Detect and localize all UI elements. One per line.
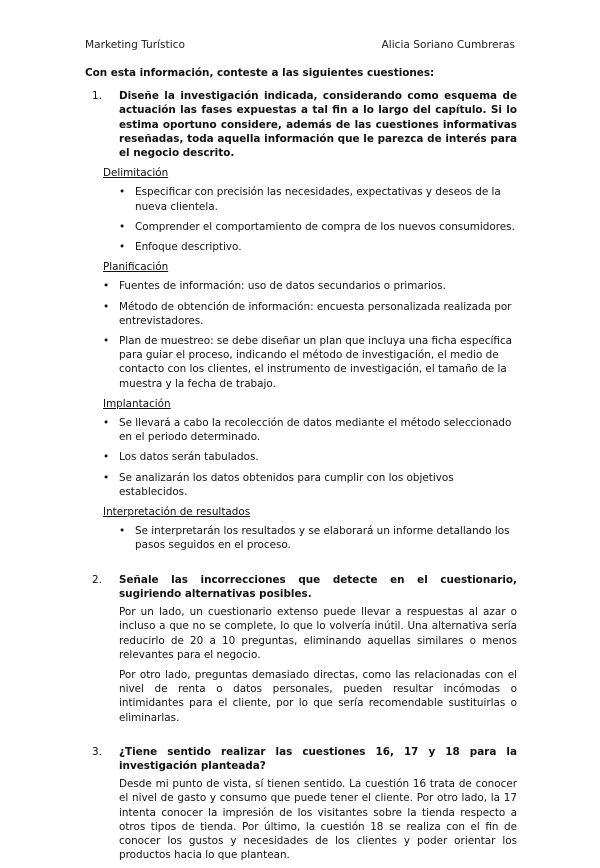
bullet-icon: • xyxy=(103,300,110,313)
section-title-delimitacion: Delimitación xyxy=(103,167,169,180)
bullet-icon: • xyxy=(119,220,126,233)
header-left: Marketing Turístico xyxy=(85,39,185,51)
list-item: • Enfoque descriptivo. xyxy=(119,241,242,254)
list-item: • Comprender el comportamiento de compra de los nuevos consumidores. xyxy=(119,220,515,233)
list-item: • Método de obtención de información: encuesta personalizada realizada por entrevistadores. xyxy=(103,300,512,327)
bullet-icon: • xyxy=(103,451,110,464)
document-body xyxy=(85,66,517,868)
answer-paragraph: Por otro lado, preguntas demasiado directas, como las relacionadas con el nivel de renta o datos personales, pueden resultar incómodas o intimidantes para el cliente, por lo que sería recomendable sustituirlas o eliminarlas. xyxy=(119,668,517,724)
question-number: 3. xyxy=(92,745,102,758)
section-title-implantacion: Implantación xyxy=(103,397,171,410)
header-right: Alicia Soriano Cumbreras xyxy=(381,39,515,51)
question-3 xyxy=(85,745,517,773)
question-number: 1. xyxy=(92,90,102,103)
question-text: Señale las incorrecciones que detecte en el cuestionario, sugiriendo alternativas posibles. xyxy=(119,573,517,600)
section-title-planificacion: Planificación xyxy=(103,261,169,274)
section-title-interpretacion: Interpretación de resultados xyxy=(103,506,251,519)
list-item: • Los datos serán tabulados. xyxy=(103,451,259,464)
bullet-icon: • xyxy=(119,186,126,199)
list-item: • Fuentes de información: uso de datos secundarios o primarios. xyxy=(103,280,446,293)
question-number: 2. xyxy=(92,573,102,586)
delimitacion-list xyxy=(85,185,517,254)
bullet-icon: • xyxy=(103,471,110,484)
bullet-icon: • xyxy=(103,280,110,293)
bullet-icon: • xyxy=(119,525,126,538)
bullet-icon: • xyxy=(103,335,110,348)
bullet-icon: • xyxy=(119,241,126,254)
question-text: ¿Tiene sentido realizar las cuestiones 16, 17 y 18 para la investigación planteada? xyxy=(119,745,517,772)
list-item: • Plan de muestreo: se debe diseñar un plan que incluya una ficha específica para guiar el proceso, indicando el método de investigación, el medio de contacto con los clientes, el instrumento de investigación, el tamaño de la muestra y la fecha de trabajo. xyxy=(103,335,513,390)
bullet-icon: • xyxy=(103,417,110,430)
implantacion-list xyxy=(85,416,517,499)
question-1 xyxy=(85,89,517,160)
intro-heading: Con esta información, conteste a las siguientes cuestiones: xyxy=(85,67,435,79)
list-item: • Especificar con precisión las necesidades, expectativas y deseos de la nueva clientela. xyxy=(119,186,501,213)
planificacion-list xyxy=(85,279,517,390)
question-2 xyxy=(85,573,517,601)
interpretacion-list xyxy=(85,524,517,552)
answer-paragraph: Por un lado, un cuestionario extenso puede llevar a respuestas al azar o incluso a que no se complete, lo que lo volvería inútil. Una alternativa sería reducirlo de 20 a 10 preguntas, eliminando aquellas similares o menos relevantes para el negocio. xyxy=(119,606,517,661)
list-item: • Se interpretarán los resultados y se elaborará un informe detallando los pasos seguidos en el proceso. xyxy=(119,525,510,552)
list-item: • Se llevará a cabo la recolección de datos mediante el método seleccionado en el periodo determinado. xyxy=(103,417,512,444)
list-item: • Se analizarán los datos obtenidos para cumplir con los objetivos establecidos. xyxy=(103,471,454,498)
answer-paragraph: Desde mi punto de vista, sí tienen sentido. La cuestión 16 trata de conocer el nivel de gasto y consumo que puede tener el cliente. Por otro lado, la 17 intenta conocer la impresión de los visitantes sobre la tienda respecto a otros tipos de tienda. Por último, la cuestión 18 se realiza con el fin de conocer los gustos y necesidades de los clientes y poder orientar los productos hacia lo que plantean. xyxy=(119,778,517,862)
question-text: Diseñe la investigación indicada, considerando como esquema de actuación las fases expuestas a tal fin a lo largo del capítulo. Si lo estima oportuno considere, además de las cuestiones informativas reseñadas, toda aquella información que le parezca de interés para el negocio descrito. xyxy=(119,90,517,160)
